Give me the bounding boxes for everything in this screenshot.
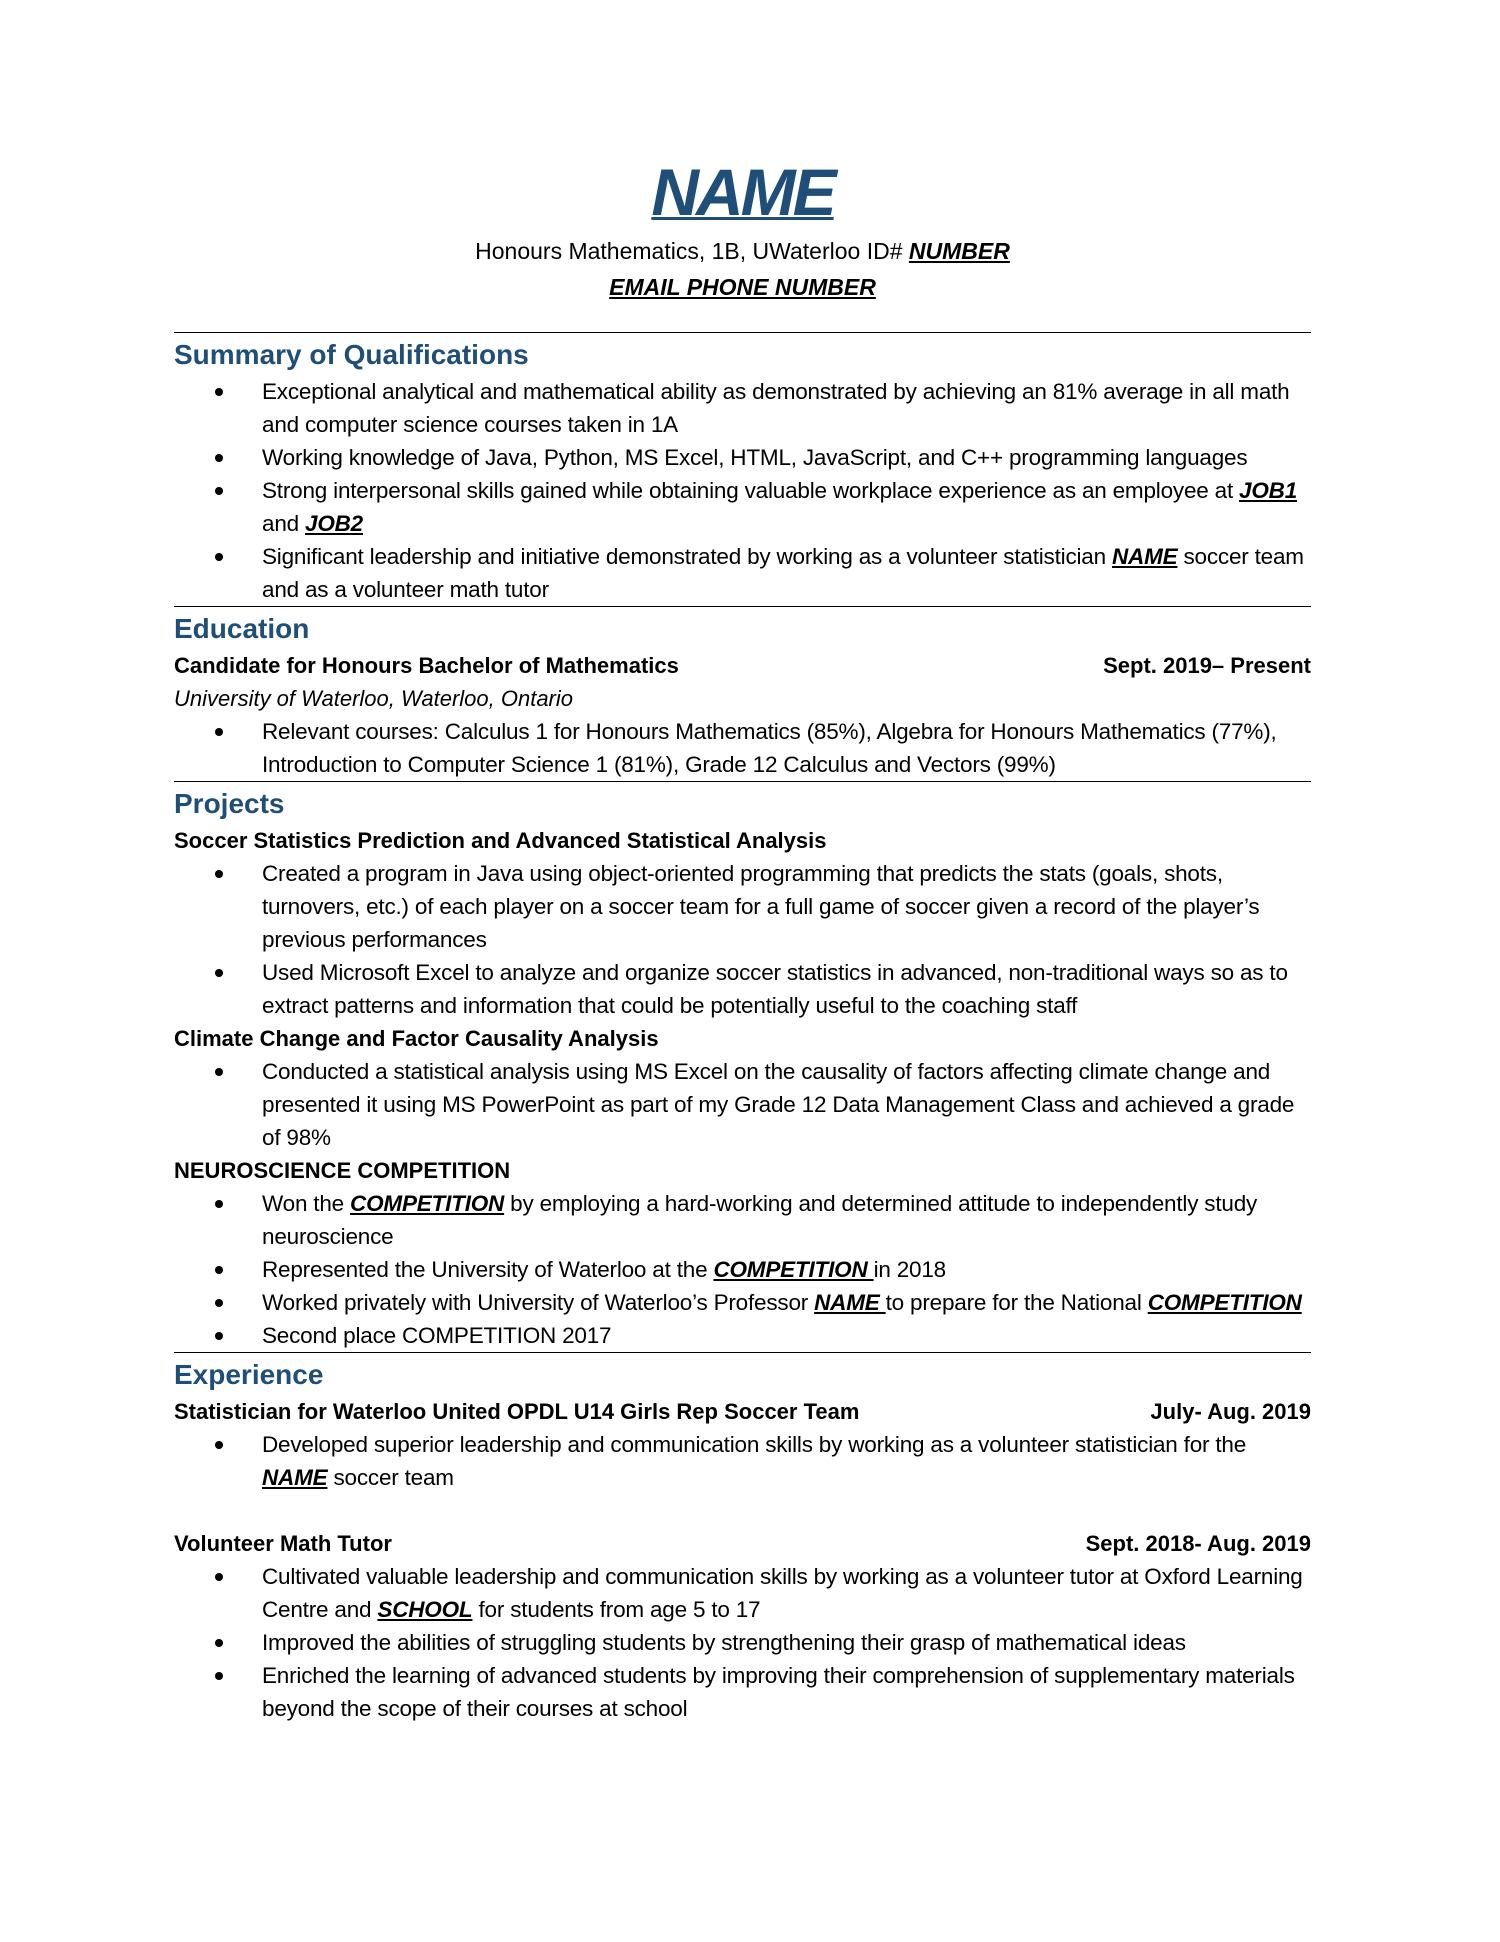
section-divider [174, 332, 1311, 333]
bullet-text: Won the [262, 1191, 351, 1216]
entry-title: Climate Change and Factor Causality Analysis [174, 1026, 659, 1051]
bullet-icon [215, 1266, 223, 1274]
entry-date: Sept. 2019– Present [1103, 653, 1311, 678]
entry-header [174, 649, 1311, 682]
entry-title: Statistician for Waterloo United OPDL U14 Girls Rep Soccer Team [174, 1399, 860, 1424]
bullet-icon [215, 454, 223, 462]
bullet-text: in 2018 [873, 1257, 946, 1282]
bullet-text: Used Microsoft Excel to analyze and organize soccer statistics in advanced, non-traditional ways so as to extract patterns and information that could be potentially useful to the coaching staff [262, 960, 1288, 1018]
emphasized-text: NAME [1111, 544, 1178, 569]
bullet-text: Relevant courses: Calculus 1 for Honours Mathematics (85%), Algebra for Honours Mathematics (77%), Introduction to Computer Science 1 (81%), Grade 12 Calculus and Vectors (99%) [262, 719, 1277, 777]
bullet-text: Second place COMPETITION 2017 [262, 1323, 612, 1348]
bullet-item [174, 474, 1311, 540]
entry-title: NEUROSCIENCE COMPETITION [174, 1158, 511, 1183]
bullet-icon [215, 1573, 223, 1581]
bullet-icon [215, 1332, 223, 1340]
bullet-icon [215, 969, 223, 977]
bullet-text: Created a program in Java using object-oriented programming that predicts the stats (goals, shots, turnovers, etc.) of each player on a soccer team for a full game of soccer given a record of the player’s previous performances [262, 861, 1260, 952]
bullet-item [174, 1286, 1311, 1319]
section-divider [174, 781, 1311, 782]
bullet-text: Exceptional analytical and mathematical ability as demonstrated by achieving an 81% average in all math and computer science courses taken in 1A [262, 379, 1290, 437]
bullet-list [174, 1428, 1311, 1494]
section-education [174, 606, 1311, 781]
bullet-icon [215, 728, 223, 736]
name-text: NAME [651, 155, 834, 229]
bullet-icon [215, 1068, 223, 1076]
contact-line: EMAIL PHONE NUMBER [609, 274, 876, 300]
bullet-icon [215, 1672, 223, 1680]
bullet-icon [215, 487, 223, 495]
bullet-item [174, 1659, 1311, 1725]
entry-date: July- Aug. 2019 [1150, 1399, 1311, 1424]
emphasized-text: COMPETITION [1147, 1290, 1302, 1315]
bullet-item [174, 1187, 1311, 1253]
bullet-item [174, 1055, 1311, 1154]
candidate-name [174, 152, 1311, 232]
entry-header [174, 824, 1311, 857]
entry-institution: University of Waterloo, Waterloo, Ontario [174, 686, 574, 711]
section-summary-of-qualifications [174, 332, 1311, 606]
bullet-text: Significant leadership and initiative demonstrated by working as a volunteer statistician [262, 544, 1112, 569]
emphasized-text: COMPETITION [713, 1257, 874, 1282]
emphasized-text: COMPETITION [350, 1191, 505, 1216]
entry-title: Volunteer Math Tutor [174, 1531, 392, 1556]
program-text: Honours Mathematics, 1B, UWaterloo ID# [475, 238, 909, 264]
bullet-item [174, 1626, 1311, 1659]
bullet-text: and [262, 511, 305, 536]
bullet-icon [215, 388, 223, 396]
bullet-item [174, 375, 1311, 441]
bullet-item [174, 857, 1311, 956]
spacer [174, 1494, 1311, 1527]
section-heading: Experience [174, 1359, 324, 1390]
bullet-icon [215, 1639, 223, 1647]
bullet-text: Strong interpersonal skills gained while obtaining valuable workplace experience as an employee at [262, 478, 1240, 503]
section-heading: Education [174, 613, 310, 644]
bullet-list [174, 375, 1311, 606]
bullet-list [174, 1560, 1311, 1725]
bullet-item [174, 540, 1311, 606]
bullet-icon [215, 1299, 223, 1307]
emphasized-text: SCHOOL [377, 1597, 473, 1622]
bullet-list [174, 715, 1311, 781]
bullet-text: Enriched the learning of advanced students by improving their comprehension of supplementary materials beyond the scope of their courses at school [262, 1663, 1295, 1721]
bullet-item [174, 1319, 1311, 1352]
bullet-text: for students from age 5 to 17 [472, 1597, 761, 1622]
bullet-list [174, 857, 1311, 1022]
section-divider [174, 606, 1311, 607]
bullet-icon [215, 1441, 223, 1449]
bullet-text: Developed superior leadership and communication skills by working as a volunteer statistician for the [262, 1432, 1247, 1457]
section-experience [174, 1352, 1311, 1725]
emphasized-text: JOB1 [1239, 478, 1298, 503]
bullet-text: soccer team and as a volunteer math tutor [262, 544, 1304, 602]
resume-sections [174, 332, 1311, 1725]
bullet-text: Conducted a statistical analysis using MS Excel on the causality of factors affecting climate change and presented it using MS PowerPoint as part of my Grade 12 Data Management Class and achieved a grade of 98% [262, 1059, 1295, 1150]
bullet-text: by employing a hard-working and determined attitude to independently study neuroscience [262, 1191, 1258, 1249]
entry-header [174, 1395, 1311, 1428]
bullet-item [174, 441, 1311, 474]
section-divider [174, 1352, 1311, 1353]
bullet-item [174, 1560, 1311, 1626]
bullet-item [174, 715, 1311, 781]
bullet-text: Represented the University of Waterloo at the [262, 1257, 714, 1282]
bullet-icon [215, 553, 223, 561]
entry-date: Sept. 2018- Aug. 2019 [1085, 1531, 1311, 1556]
emphasized-text: JOB2 [305, 511, 363, 536]
bullet-list [174, 1187, 1311, 1352]
bullet-text: soccer team [327, 1465, 454, 1490]
emphasized-text: NAME [814, 1290, 886, 1315]
program-line [174, 234, 1311, 268]
bullet-item [174, 1428, 1311, 1494]
bullet-icon [215, 870, 223, 878]
bullet-icon [215, 1200, 223, 1208]
bullet-text: to prepare for the National [885, 1290, 1148, 1315]
student-id: NUMBER [908, 238, 1010, 264]
section-projects [174, 781, 1311, 1352]
emphasized-text: NAME [262, 1465, 328, 1490]
bullet-text: Improved the abilities of struggling students by strengthening their grasp of mathematical ideas [262, 1630, 1186, 1655]
section-heading: Projects [174, 788, 285, 819]
entry-header [174, 1154, 1311, 1187]
bullet-text: Working knowledge of Java, Python, MS Excel, HTML, JavaScript, and C++ programming languages [262, 445, 1248, 470]
bullet-text: Worked privately with University of Waterloo’s Professor [262, 1290, 815, 1315]
entry-title: Candidate for Honours Bachelor of Mathematics [174, 653, 679, 678]
entry-title: Soccer Statistics Prediction and Advanced Statistical Analysis [174, 828, 827, 853]
section-heading: Summary of Qualifications [174, 339, 529, 370]
bullet-item [174, 1253, 1311, 1286]
bullet-text: Cultivated valuable leadership and communication skills by working as a volunteer tutor at Oxford Learning Centre and [262, 1564, 1303, 1622]
bullet-list [174, 1055, 1311, 1154]
entry-header [174, 1022, 1311, 1055]
entry-header [174, 1527, 1311, 1560]
bullet-item [174, 956, 1311, 1022]
